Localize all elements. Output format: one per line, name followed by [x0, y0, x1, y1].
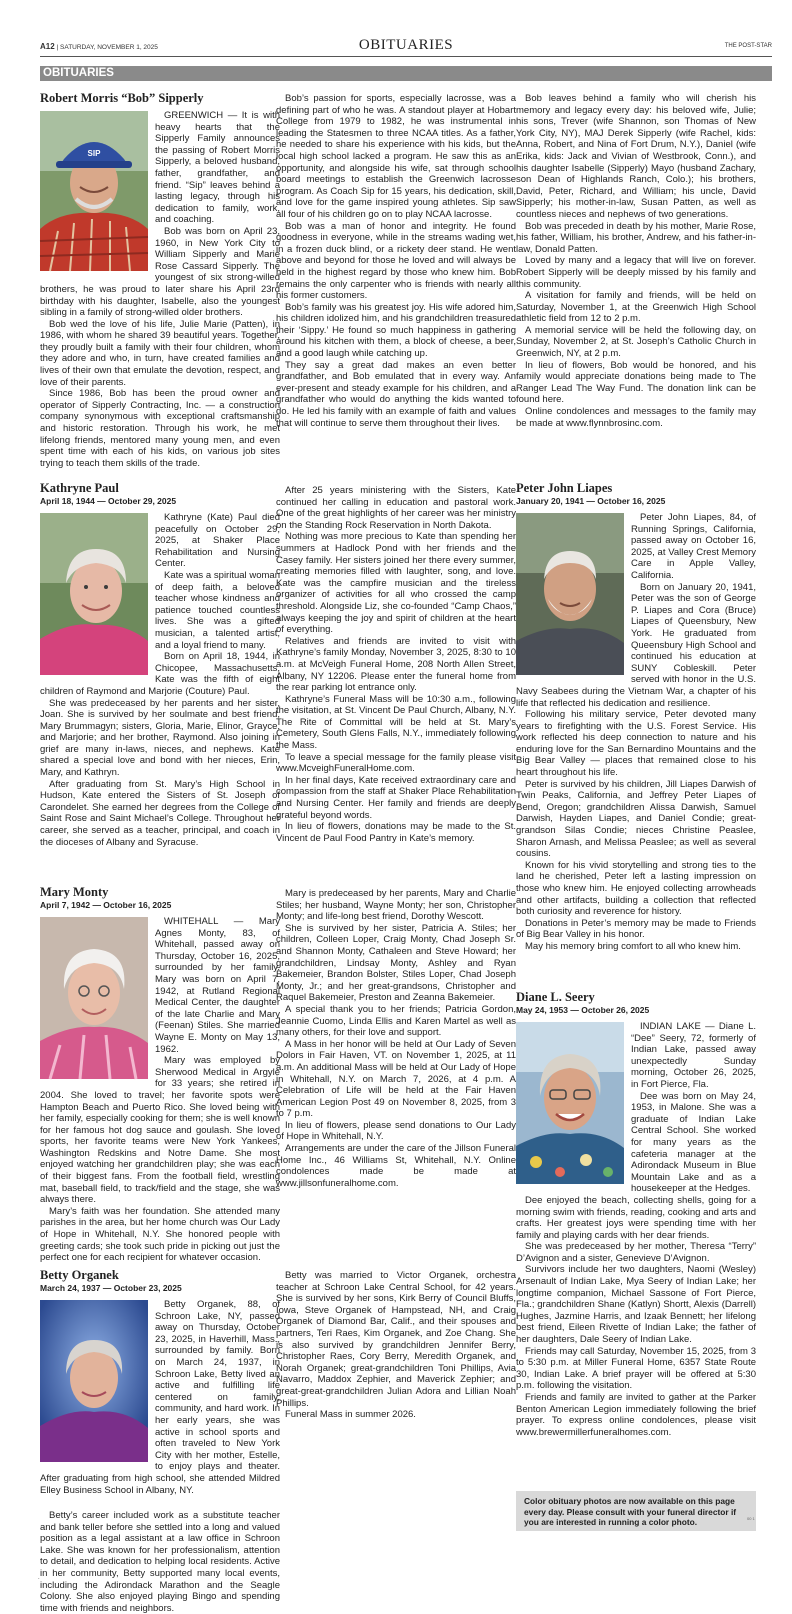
paragraph: Mary’s faith was her foundation. She attended many parishes in the area, but her home church was Our Lady of Hope in Whitehall, N.Y. She honored people with greeting cards; she took such pride in picking out just the perfect one for each recipient for whatever occasion.	[40, 1205, 280, 1264]
monty-column-1	[40, 885, 280, 1264]
liapes-photo	[516, 513, 624, 675]
liapes-column	[516, 481, 756, 953]
paragraph: Bob was a man of honor and integrity. He found goodness in everyone, while in the streams wading wet, in a frozen duck blind, or a rickety deer stand. He went above and beyond for those he loved and will always be held in the highest regard by those who knew him. Bob remains the only carpenter who is friends with nearly all his former customers.	[276, 220, 516, 302]
paragraph: Donations in Peter’s memory may be made to Friends of Big Bear Valley in his honor.	[516, 917, 756, 941]
sipperly-photo	[40, 111, 148, 271]
sipperly-column-3	[516, 93, 756, 429]
obituary-name: Robert Morris “Bob” Sipperly	[40, 91, 204, 105]
paragraph: WHITEHALL — Mary Agnes Monty, 83, of Whitehall, passed away on Thursday, October 16, 2025, surrounded by her family. Mary was born on April 7, 1942, at Rutland Regional Medical Center, the daughter of the late Charlie and Mary (Feenan) Stiles. She married Wayne E. Monty on May 13, 1962.	[155, 916, 280, 1055]
paragraph: Bob’s family was his greatest joy. His wife adored him, his children idolized him, and his grandchildren treasured their ‘Sippy.’ He found so much happiness in gathering around his kitchen with them, a block of cheese, a beer, and a good laugh while catching up.	[276, 301, 516, 360]
paragraph: In lieu of flowers, Bob would be honored, and his family would appreciate donations being made to The Ranger Lead The Way Fund. The donation link can be found here.	[516, 359, 756, 406]
paragraph: Betty Organek, 88, of Schroon Lake, NY, passed away on Thursday, October 23, 2025, in Haverhill, Mass., surrounded by family. Born on March 24, 1937, in Schroon Lake, Betty lived an active and fulfilling life centered on family, community, and hard work. In her early years, she was active in school sports and often traveled to New York City with her mother, Estelle, to enjoy plays and theater. After graduating from high school, she attended Mildred Elley Business School in Albany, NY.	[40, 1299, 280, 1496]
organek-column-1-continued	[40, 1510, 280, 1614]
paragraph: Mary was employed by Sherwood Medical in Argyle for 33 years; she retired in 2004. She loved to travel; her favorite spots were Hampton Beach and Puerto Rico. She loved being with her family, especially cooking for them; she is well known for her famous hot dog sauce and goulash. She loved sports, her favorite teams were New York Yankees, Washington Redskins and Notre Dame. She most enjoyed watching her grandchildren play; she was each of their biggest fans. From the football field, wrestling mat, baseball field, to track/field and the stage, she was always there.	[40, 1055, 280, 1206]
paragraph: Since 1986, Bob has been the proud owner and operator of Sipperly Contracting, Inc. — a construction company synonymous with exceptional craftsmanship and historic restoration. Through his work, he met lifelong friends, mentored many young men, and even spent time with each of his kids, on various job sites trying to teach them skills of the trade.	[40, 388, 280, 469]
seery-photo	[516, 1022, 624, 1184]
paragraph: She was predeceased by her parents and her sister, Joan. She is survived by her soulmate and best friend, Mary Brummagyn; sisters, Gloria, Marie, Elinor, Grayce, and Marjorie; and her brother, Raymond. Also joining in grief are many in-laws, nieces, and nephews. Kate shared a special love and bond with her nieces, Erin, Mary, and Kathryn.	[40, 697, 280, 779]
paragraph: INDIAN LAKE — Diane L. “Dee” Seery, 72, formerly of Indian Lake, passed away unexpectedly Sunday morning, October 26, 2025, in Fort Pierce, Fla.	[631, 1021, 756, 1090]
paragraph: Kathryne’s Funeral Mass will be 10:30 a.m., following the visitation, at St. Vincent De Paul Church, Albany, N.Y. The Rite of Committal will be held at St. Mary’s Cemetery, South Glens Falls, N.Y., immediately following the Mass.	[276, 693, 516, 752]
obituary-dates: January 20, 1941 — October 16, 2025	[516, 496, 666, 506]
paragraph: Born on April 18, 1944, in Chicopee, Massachusetts, Kate was the fifth of eight children of Raymond and Marjorie (Couture) Paul.	[40, 651, 280, 697]
paragraph: Funeral Mass in summer 2026.	[285, 1409, 416, 1421]
paragraph: May his memory bring comfort to all who knew him.	[525, 940, 741, 952]
paragraph: Dee enjoyed the beach, collecting shells, going for a morning swim with friends, reading, cooking and arts and crafts. Her greatest joys were spending time with her family and playing cards with her dear friends.	[516, 1194, 756, 1241]
paper-name: THE POST-STAR	[724, 43, 772, 49]
paragraph: Relatives and friends are invited to visit with Kathryne’s family Monday, November 3, 2025, 8:30 to 10 a.m. at McVeigh Funeral Home, 208 North Allen Street, Albany, NY 12206. Please enter the funeral home from the rear parking lot entrance only.	[276, 635, 516, 694]
paragraph: Kate was a spiritual woman of deep faith, a beloved teacher whose kindness and patience touched countless lives. She was a gifted musician, a talented artist, and a loyal friend to many.	[155, 569, 280, 651]
paragraph: Bob was born on April 23, 1960, in New York City to William Sipperly and Marie Rose Cassard Sipperly. The youngest of six strong-willed brothers, he was proud to later share his April 23rd birthday with his daughter, Isabelle, also the youngest sibling in a family of strong-willed older brothers.	[40, 225, 280, 319]
paragraph: A visitation for family and friends, will be held on Saturday, November 1, at the Greenwich High School athletic field from 12 to 2 p.m.	[516, 290, 756, 325]
paragraph: Dee was born on May 24, 1953, in Malone. She was a graduate of Indian Lake Central School. She worked for many years as the cafeteria manager at the Adirondack Museum in Blue Mountain Lake and as a housekeeper at the Hedges.	[631, 1090, 756, 1195]
obituary-name: Mary Monty	[40, 885, 109, 899]
paragraph: In lieu of flowers, please send donations to Our Lady of Hope in Whitehall, N.Y.	[276, 1119, 516, 1143]
page-number: A12	[40, 42, 55, 51]
issue-date: SATURDAY, NOVEMBER 1, 2025	[60, 44, 158, 51]
obituary-name: Peter John Liapes	[516, 481, 613, 495]
page-info: A12 | SATURDAY, NOVEMBER 1, 2025	[40, 42, 158, 51]
obituary-name: Kathryne Paul	[40, 481, 119, 495]
paragraph: A memorial service will be held the following day, on Sunday, November 2, at St. Joseph’s Catholic Church in Greenwich, NY, at 2 p.m.	[516, 324, 756, 360]
paragraph: In her final days, Kate received extraordinary care and compassion from the staff at Shaker Place Rehabilitation and Nursing Center. Her family and friends are deeply grateful beyond words.	[276, 774, 516, 821]
obituary-dates: April 18, 1944 — October 29, 2025	[40, 496, 177, 506]
paul-column-2	[276, 485, 516, 844]
paragraph: Nothing was more precious to Kate than spending her summers at Hadlock Pond with her friends and the Casey family. Her sisters joined her there every summer, creating memories filled with laughter, song, and love. Kate was the campfire musician and the tireless organizer of activities for all who crossed the camp threshold. Alongside Liz, she co-founded “Camp Chaos,” always keeping the joy and spirit of children at the heart of everything.	[276, 531, 516, 636]
monty-photo	[40, 917, 148, 1079]
paragraph: Betty’s career included work as a substitute teacher and bank teller before she settled into a long and valued position as a legal assistant at a law office in Schroon Lake. She was known for her professionalism, attention to detail, and dedication to helping local residents. Active in her community, Betty supported many local events, including the Adirondack Marathon and the Seagle Colony. She also enjoyed playing Bingo and spending time with friends and neighbors.	[40, 1510, 280, 1614]
paragraph: Mary is predeceased by her parents, Mary and Charlie Stiles; her husband, Wayne Monty; her son, Christopher Monty; and life-long best friend, Dorothy Wescott.	[276, 888, 516, 923]
paul-photo	[40, 513, 148, 675]
organek-photo	[40, 1300, 148, 1462]
paragraph: After 25 years ministering with the Sisters, Kate continued her calling in education and pastoral work. One of the great highlights of her career was her ministry on the Standing Rock Reservation in North Dakota.	[276, 485, 516, 531]
sipperly-column-1	[40, 91, 280, 469]
paragraph: Bob was preceded in death by his mother, Marie Rose, his father, William, his brother, Andrew, and his father-in-law, Donald Patten.	[516, 220, 756, 255]
obituary-dates: April 7, 1942 — October 16, 2025	[40, 900, 172, 910]
paragraph: Born on January 20, 1941, Peter was the son of George P. Liapes and Cora (Bruce) Liapes of Queensbury, New York. He graduated from Queensbury High School and continued his education at SUNY Cobleskill. Peter served with honor in the U.S. Navy Seabees during the Vietnam War, a chapter of his life that reflected his dedication and resilience.	[516, 581, 756, 709]
paragraph: To leave a special message for the family please visit www.McveighFuneralHome.com.	[276, 751, 516, 775]
paragraph: She is survived by her sister, Patricia A. Stiles; her children, Colleen Loper, Craig Monty, Chad Joseph Sr. and Shannon Monty, Cathaleen and Steve Howard; her grandchildren, Lindsay Monty, Ashley and Ryan Bakemeier, Brandon Bolster, Stiles Loper, Chad Joseph Monty, Jr.; and her great-grandsons, Christopher and Raquel Bakemeier, Preston and Zeanna Bakemeier.	[276, 922, 516, 1004]
paragraph: In lieu of flowers, donations may be made to the St. Vincent de Paul Food Pantry in Kate’s memory.	[276, 821, 516, 844]
obituary-dates: May 24, 1953 — October 26, 2025	[516, 1005, 650, 1015]
paragraph: Bob wed the love of his life, Julie Marie (Patten), in 1986, with whom he shared 39 beautiful years. Together, they proudly built a family with their four children, whom they adore and who, in turn, have created families and lives of their own that emulate the devotion, respect, and love of their parents.	[40, 318, 280, 388]
paul-column-1	[40, 481, 280, 848]
masthead	[40, 37, 772, 57]
paragraph: A special thank you to her friends; Patricia Gordon, Jeannie Cuomo, Linda Ellis and Karen Martel as well as many others, for their love and support.	[276, 1003, 516, 1039]
paragraph: They say a great dad makes an even better grandfather, and Bob emulated that in every way. An ever-present and steady example for his children, and a grandfather who would do anything the kids wanted to do. He led his family with an example of faith and values that will continue to serve them throughout their lives.	[276, 359, 516, 429]
organek-column-2	[276, 1270, 516, 1421]
paragraph: Survivors include her two daughters, Naomi (Wesley) Arsenault of Indian Lake, Mya Seery of Indian Lake; her longtime companion, Michael Sassone of Fort Pierce, Fla.; grandchildren Shane (Katlyn) Shortt, Alexis (Darrell) Hughes, Jazmine Harris, and Izaak Bennett; her lifelong best friend, Eileen Rivette of Indian Lake; the father of her daughters, Dale Seery of Indian Lake.	[516, 1264, 756, 1346]
paragraph: GREENWICH — It is with heavy hearts that the Sipperly Family announces the passing of Robert Morris Sipperly, a beloved husband, father, grandfather, and friend. “Sip” leaves behind a lasting legacy, through his dedication to family, work, and coaching.	[155, 110, 280, 226]
paragraph: Betty was married to Victor Organek, orchestra teacher at Schroon Lake Central School, for 42 years. She is survived by her sons, Kirk Berry of Council Bluffs, Iowa, Steve Organek of Hampstead, NH, and Craig Organek of Diamond Bar, Calif., and their spouses and partners, Teri Raes, Kim Organek, and Zoe Chang. She is also survived by grandchildren Jennifer Berry, Christopher Raes, Cory Berry, Meredith Organek, and Norah Organek; great-grandchildren Toni Phillips, Avia Navarro, Maddox Zephier, and Maverick Zephier; and great-great-grandchildren Julian Adora and Lillian Noah Phillips.	[276, 1270, 516, 1409]
obituary-dates: March 24, 1937 — October 23, 2025	[40, 1283, 182, 1293]
organek-column-1	[40, 1268, 280, 1496]
section-title: OBITUARIES	[358, 37, 454, 53]
paragraph: Bob leaves behind a family who will cherish his memory and legacy every day: his beloved wife, Julie; his sons, Trever (wife Shannon, son Thomas of New York City, NY), MAJ Derek Sipperly (wife Rachel, kids: Anna, Robert, and Nina of Fort Drum, N.Y.), Daniel (wife Erika, kids: Jack and Vivian of Westbrook, Conn.), and his daughter Isabelle (Sipperly) Mayo (husband Zachary, son Dean of Highlands Ranch, Colo.); his brothers, David, Peter, Richard, and William; his uncle, David Sipperly; his mother-in-law, Susan Patten, as well as countless nieces and nephews of two generations.	[516, 93, 756, 220]
cap-logo-text: SIP	[87, 149, 101, 158]
paragraph: Bob’s passion for sports, especially lacrosse, was a defining part of who he was. A standout player at Hobart College from 1979 to 1982, he was instrumental in leading the Statesmen to three NCAA titles. As a father, he needed to share his experience with his kids, but the local high school lacked a program. He saw this as an opportunity, and alongside his wife, sat through school board meetings to establish the Greenwich lacrosse program. As Coach Sip for 15 years, his dedication, skill, and love for the game inspired young athletes. Sip saw all four of his children go on to play NCAA lacrosse.	[276, 93, 516, 220]
paragraph: Known for his vivid storytelling and strong ties to the land he cherished, Peter left a lasting impression on those who knew him. He enjoyed collecting arrowheads and other artifacts, building a collection that reflected both curiosity and reverence for history.	[516, 859, 756, 918]
paragraph: After graduating from St. Mary’s High School in Hudson, Kate entered the Sisters of St. Joseph of Carondelet. She earned her degrees from the College of Saint Rose and Saint Michael’s College. Throughout her career, she served as a teacher, principal, and coach in the dioceses of Albany and Syracuse.	[40, 778, 280, 848]
paragraph: Friends may call Saturday, November 15, 2025, from 3 to 5:30 p.m. at Miller Funeral Home, 6357 State Route 30, Indian Lake. A brief prayer will be offered at 5:30 p.m. following the visitation.	[516, 1345, 756, 1392]
paragraph: A Mass in her honor will be held at Our Lady of Seven Dolors in Fair Haven, VT. on November 1, 2025, at 11 a.m. An additional Mass will be held at Our Lady of Hope in Whitehall, N.Y. on March 7, 2026, at 4 p.m. A Celebration of Life will be held at the Fair Haven American Legion Post 49 on November 8, 2025, from 3 to 7 p.m.	[276, 1038, 516, 1120]
paragraph: Kathryne (Kate) Paul died peacefully on October 29, 2025, at Shaker Place Rehabilitation and Nursing Center.	[155, 512, 280, 570]
paragraph: Following his military service, Peter devoted many years to firefighting with the U.S. Forest Service. His work reflected his deep connection to nature and his enduring love for the San Bernardino Mountains and the Big Bear Valley — places that remained close to his heart throughout his life.	[516, 709, 756, 779]
sipperly-column-2	[276, 93, 516, 429]
color-photo-notice: Color obituary photos are now available on this page every day. Please consult with your funeral director if you are interested in running a color photo.	[516, 1491, 756, 1531]
obituary-name: Betty Organek	[40, 1268, 119, 1282]
paragraph: Peter is survived by his children, Jill Liapes Darwish of Twin Peaks, California, and Jeffrey Peter Liapes of Bend, Oregon; grandchildren Alissa Darwish, Samuel Darwish, Hayden Liapes, and Daniel Condie; great-grandson Silas Condie; nieces Christine Peaslee, Sharon Arnash, and Melissa Peaslee; as well as several cousins.	[516, 778, 756, 860]
paragraph: Arrangements are under the care of the Jillson Funeral Home Inc., 46 Williams St, Whitehall, N.Y. Online condolences made be made at www.jillsonfuneralhome.com.	[276, 1143, 516, 1189]
monty-column-2	[276, 888, 516, 1189]
paragraph: Peter John Liapes, 84, of Running Springs, California, passed away on October 16, 2025, at Valley Crest Memory Care in Apple Valley, California.	[631, 512, 756, 581]
paragraph: Friends and family are invited to gather at the Parker Benton American Legion immediately following the brief prayer. To express online condolences, please visit www.brewermillerfuneralhomes.com.	[516, 1392, 756, 1438]
section-bar: OBITUARIES	[40, 66, 772, 81]
seery-column	[516, 990, 756, 1438]
paragraph: Loved by many and a legacy that will live on forever. Robert Sipperly will be deeply missed by his family and this community.	[516, 255, 756, 290]
paragraph: Online condolences and messages to the family may be made at www.flynnbrosinc.com.	[516, 406, 756, 429]
paragraph: She was predeceased by her mother, Theresa “Terry” D’Avignon and a sister, Genevieve D’Avignon.	[516, 1241, 756, 1264]
footer-mark: .	[38, 1575, 40, 1581]
corner-code: 00 1	[747, 1516, 755, 1521]
obituary-name: Diane L. Seery	[516, 990, 595, 1004]
